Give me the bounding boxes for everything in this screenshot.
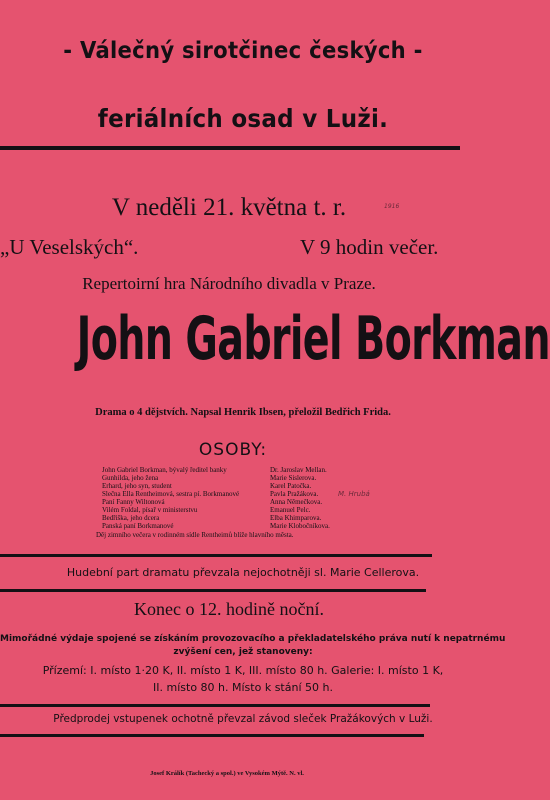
play-subtitle: Drama o 4 dějstvích. Napsal Henrik Ibsen, přeložil Bedřich Frida. [95, 407, 391, 418]
cast-actors [270, 466, 330, 530]
end-time: Konec o 12. hodině noční. [134, 599, 324, 619]
cast-role: Panská paní Borkmanové [102, 522, 174, 530]
presale-note: Předprodej vstupenek ochotně převzal závod sleček Pražákových v Luži. [53, 713, 433, 725]
music-credit: Hudební part dramatu převzala nejochotněji sl. Marie Cellerova. [66, 566, 420, 579]
event-time: V 9 hodin večer. [300, 235, 439, 259]
prices-intro-1: Mimořádné výdaje spojené se získáním provozovacího a překladatelského práva nutí k nepatrnému [0, 634, 506, 644]
cast-actor: Elba Khimparova. [270, 514, 322, 522]
cast-actor: Anna Němečkova. [270, 498, 323, 506]
cast-actor: Karel Patočka. [270, 482, 312, 490]
prices-intro-2: zvýšení cen, jež stanoveny: [173, 647, 313, 657]
cast-role: Vilém Foldal, písař v ministerstvu [102, 506, 198, 514]
repertoire-line: Repertoirní hra Národního divadla v Praze. [82, 274, 376, 293]
cast-actor: Marie Sislerova. [270, 474, 317, 482]
pencil-note: M. Hrubá [338, 490, 370, 498]
cast-setting: Děj zimního večera v rodinném sídle Rentheimů blíže hlavního města. [96, 531, 294, 539]
cast-role: Erhard, jeho syn, student [102, 482, 172, 490]
prices-line-1: Přízemí: I. místo 1·20 K, II. místo 1 K, III. místo 80 h. Galerie: I. místo 1 K, [42, 664, 444, 677]
cast-heading: OSOBY: [198, 440, 268, 460]
pencil-year: 1916 [384, 203, 400, 210]
cast-role: Gunhilda, jeho žena [102, 474, 159, 482]
cast-role: Slečna Ella Rentheimová, sestra pí. Borkmanové [102, 490, 240, 498]
cast-role: Paní Fanny Wiltonová [102, 498, 165, 506]
rule-above-music [0, 554, 432, 557]
cast-actor: Pavla Pražákova. [270, 490, 319, 498]
event-venue: „U Veselských“. [0, 235, 139, 259]
cast-role: Bedřiška, jeho dcera [102, 514, 160, 522]
rule-below-music [0, 589, 426, 592]
rule-below-presale [0, 734, 424, 737]
prices-line-2: II. místo 80 h. Místo k stání 50 h. [153, 681, 333, 694]
rule-above-presale [0, 704, 430, 707]
cast-role: John Gabriel Borkman, bývalý ředitel banky [102, 466, 227, 474]
cast-actor: Marie Klobočníkova. [270, 522, 330, 530]
top-rule [0, 146, 460, 150]
event-date: V neděli 21. května t. r. [111, 194, 347, 221]
cast-roles [102, 466, 239, 530]
header-line-1: - Válečný sirotčinec českých - [63, 38, 423, 64]
play-title: John Gabriel Borkman [76, 304, 550, 374]
cast-actor: Emanuel Pelc. [270, 506, 311, 514]
header-line-2: feriálních osad v Luži. [97, 104, 389, 133]
printer-credit: Josef Králík (Tachecký a spol.) ve Vysokém Mýtě. N. vl. [150, 770, 304, 777]
cast-actor: Dr. Jaroslav Mellan. [270, 466, 327, 474]
